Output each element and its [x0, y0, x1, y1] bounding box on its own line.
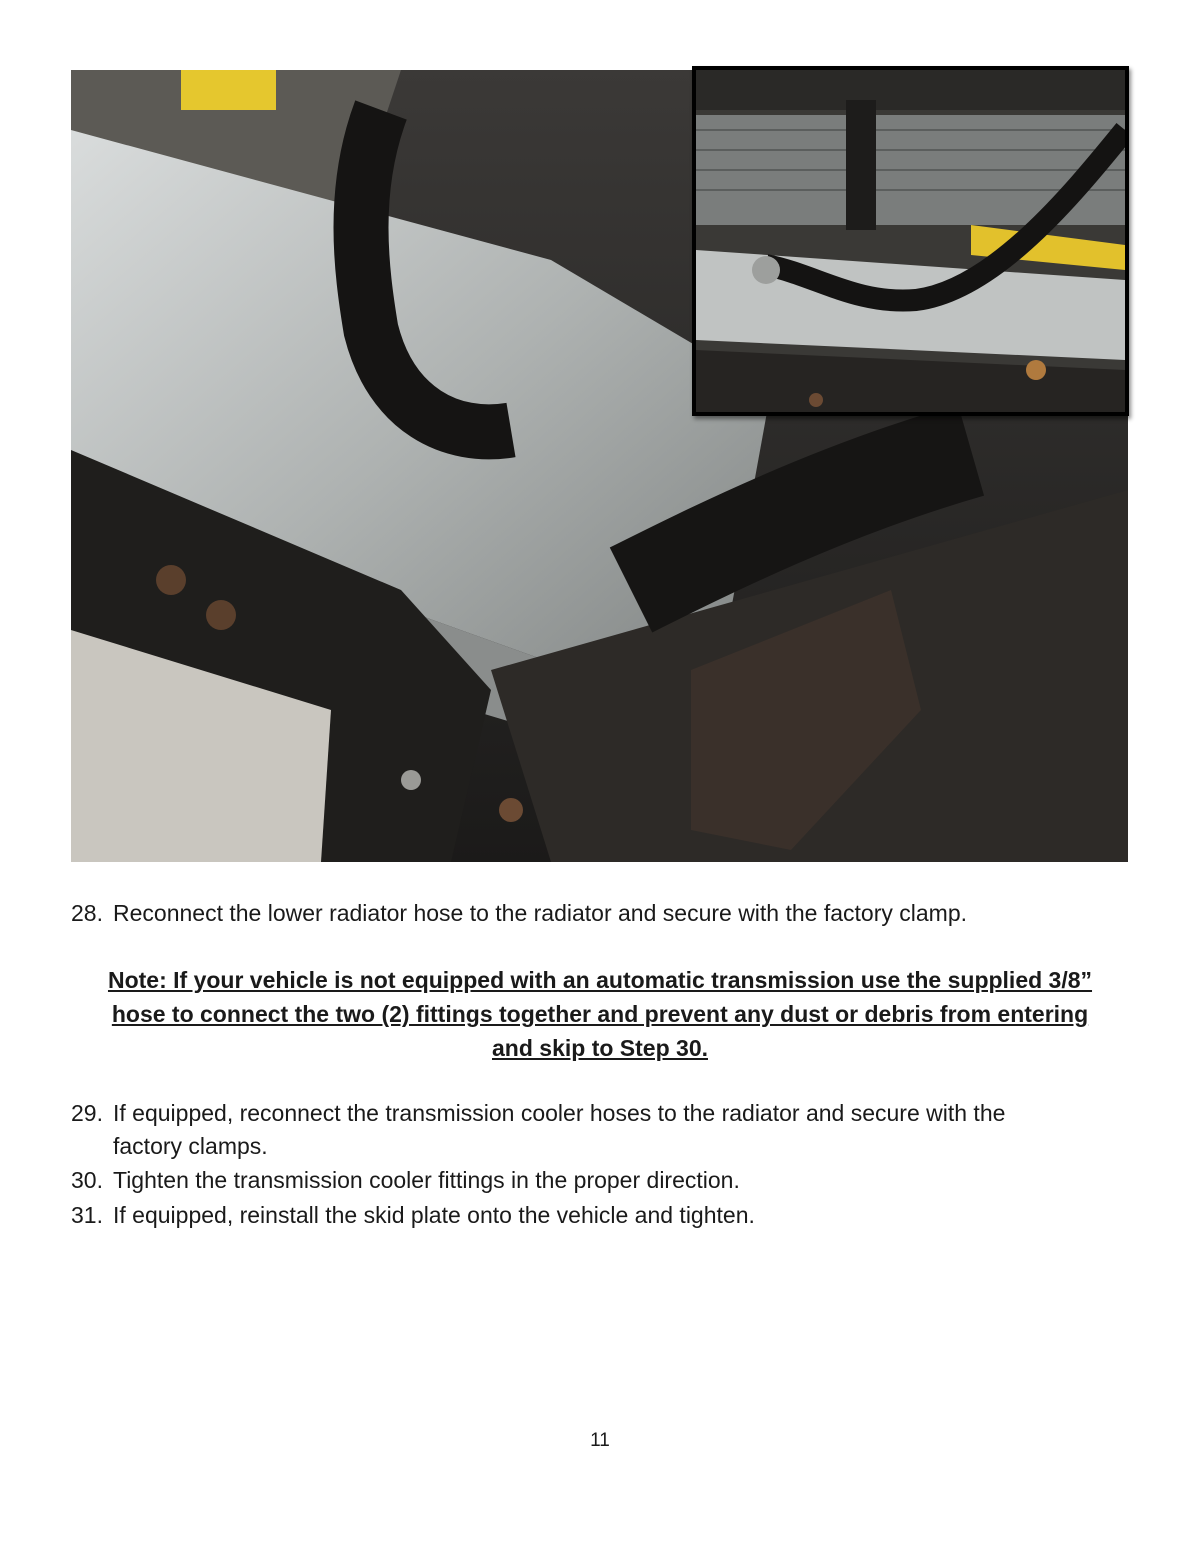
step-text: If equipped, reconnect the transmission cooler hoses to the radiator and secure with the	[113, 1100, 1006, 1126]
note-line: and skip to Step 30.	[492, 1035, 708, 1061]
note-line: hose to connect the two (2) fittings together and prevent any dust or debris from entering	[111, 1001, 1089, 1027]
inset-photo	[692, 66, 1129, 416]
step-text: Reconnect the lower radiator hose to the radiator and secure with the factory clamp.	[113, 900, 968, 926]
step-number: 31.	[71, 1202, 103, 1228]
step-number: 29.	[71, 1100, 103, 1126]
step-text-continuation: factory clamps.	[113, 1133, 268, 1159]
note-warning	[75, 963, 1125, 1065]
step-31	[71, 1199, 1121, 1232]
step-text: Tighten the transmission cooler fittings in the proper direction.	[113, 1167, 740, 1193]
step-number: 28.	[71, 900, 103, 926]
step-text: If equipped, reinstall the skid plate onto the vehicle and tighten.	[113, 1202, 755, 1228]
note-line: Note: If your vehicle is not equipped with an automatic transmission use the supplied 3/8”	[107, 967, 1093, 993]
transmission-hose-closeup-image	[696, 70, 1125, 412]
step-28	[71, 897, 1121, 930]
step-number: 30.	[71, 1167, 103, 1193]
step-29	[71, 1097, 1121, 1163]
page-number: 11	[590, 1430, 610, 1451]
step-30	[71, 1164, 1121, 1197]
